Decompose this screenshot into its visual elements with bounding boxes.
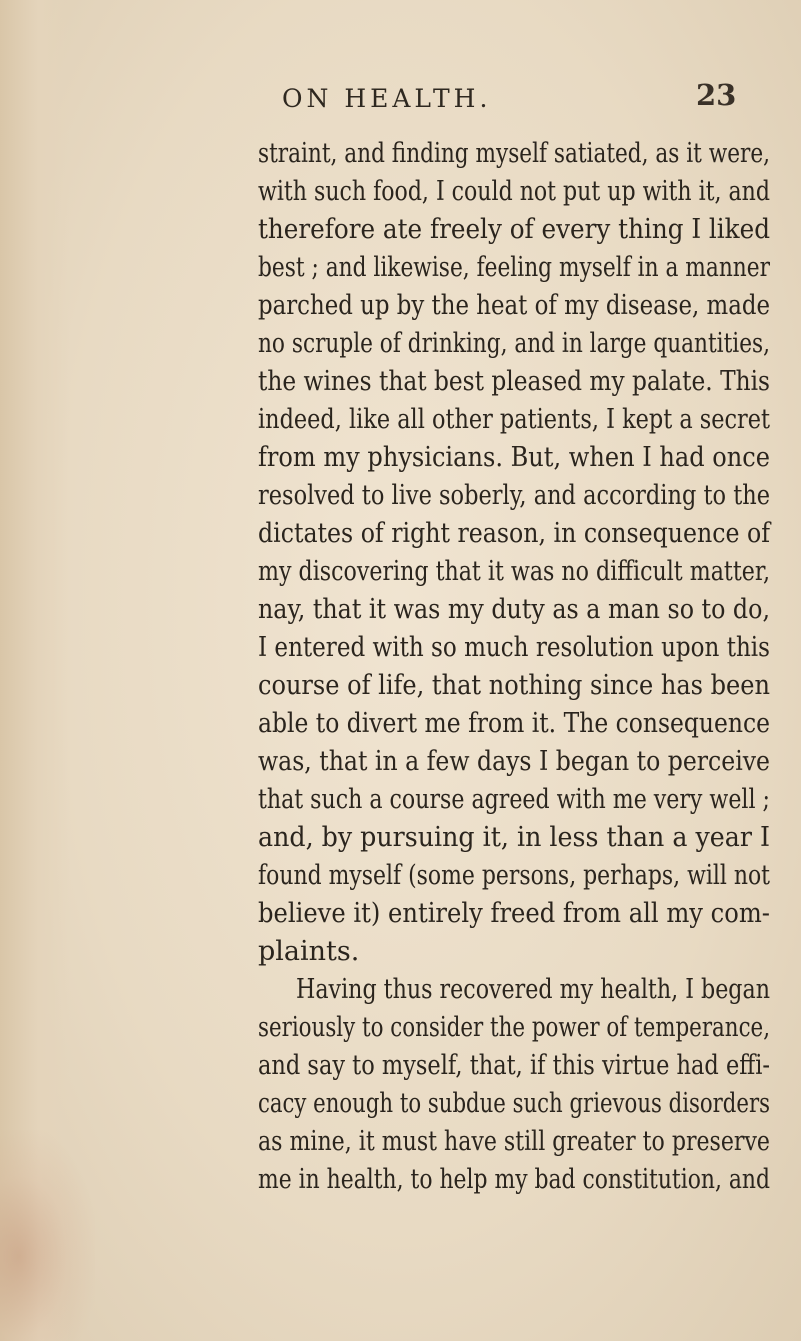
text-line: and say to myself, that, if this virtue had effi-: [258, 1050, 770, 1081]
text-line: indeed, like all other patients, I kept a secret: [258, 404, 770, 435]
running-head: ON HEALTH.: [282, 84, 492, 113]
text-line: best ; and likewise, feeling myself in a manner: [258, 252, 770, 283]
text-line: nay, that it was my duty as a man so to do,: [258, 594, 770, 625]
text-line: therefore ate freely of every thing I liked: [258, 214, 770, 245]
text-line: found myself (some persons, perhaps, will not: [258, 860, 770, 891]
text-line: no scruple of drinking, and in large quantities,: [258, 328, 770, 359]
text-line: as mine, it must have still greater to preserve: [258, 1126, 770, 1157]
paragraph-start-line: Having thus recovered my health, I began: [296, 974, 770, 1005]
text-line: I entered with so much resolution upon this: [258, 632, 770, 663]
text-line: seriously to consider the power of temperance,: [258, 1012, 770, 1043]
text-line: from my physicians. But, when I had once: [258, 442, 770, 473]
page-stain: [0, 1130, 95, 1341]
text-line: was, that in a few days I began to perceive: [258, 746, 770, 777]
text-line: course of life, that nothing since has been: [258, 670, 770, 701]
text-line: cacy enough to subdue such grievous disorders: [258, 1088, 770, 1119]
text-line: dictates of right reason, in consequence of: [258, 518, 770, 549]
text-line: me in health, to help my bad constitution, and: [258, 1164, 770, 1195]
text-line: straint, and finding myself satiated, as it were,: [258, 138, 770, 169]
text-line: parched up by the heat of my disease, made: [258, 290, 770, 321]
text-line: able to divert me from it. The consequence: [258, 708, 770, 739]
text-line: believe it) entirely freed from all my com-: [258, 898, 770, 929]
page-number: 23: [696, 78, 737, 112]
text-line: resolved to live soberly, and according to the: [258, 480, 770, 511]
text-line: with such food, I could not put up with it, and: [258, 176, 770, 207]
text-line: that such a course agreed with me very well ;: [258, 784, 770, 815]
text-line: my discovering that it was no difficult matter,: [258, 556, 770, 587]
text-line: the wines that best pleased my palate. This: [258, 366, 770, 397]
text-line: plaints.: [258, 936, 360, 967]
page-header: [0, 78, 801, 122]
text-line: and, by pursuing it, in less than a year I: [258, 822, 770, 853]
